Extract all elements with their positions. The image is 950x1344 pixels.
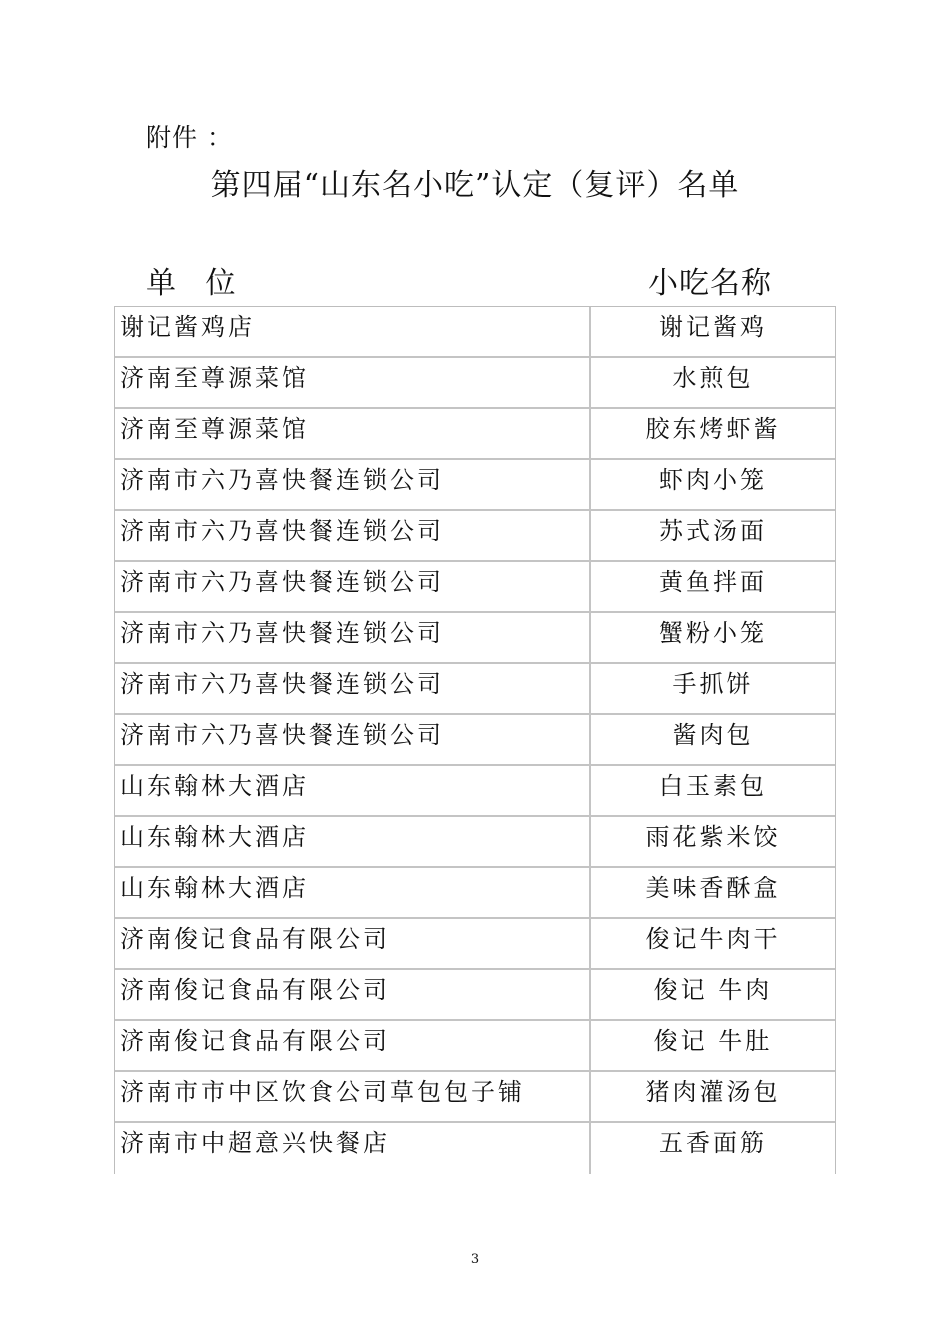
snack-name-cell: 美味香酥盒 xyxy=(589,868,835,917)
document-title: 第四届“山东名小吃”认定（复评）名单 xyxy=(210,168,740,203)
snack-name-cell: 白玉素包 xyxy=(589,766,835,815)
snack-name-cell: 俊记 牛肚 xyxy=(589,1021,835,1070)
table-row xyxy=(115,817,835,868)
unit-cell: 济南至尊源菜馆 xyxy=(120,364,309,392)
snack-name-cell: 俊记 牛肉 xyxy=(589,970,835,1019)
table-row xyxy=(115,1072,835,1123)
table-row xyxy=(115,1123,835,1174)
unit-cell: 山东翰林大酒店 xyxy=(120,874,309,902)
snack-name-cell: 手抓饼 xyxy=(589,664,835,713)
snack-name-cell: 黄鱼拌面 xyxy=(589,562,835,611)
snack-name-cell: 五香面筋 xyxy=(589,1123,835,1174)
snack-name-cell: 虾肉小笼 xyxy=(589,460,835,509)
table-row xyxy=(115,613,835,664)
snack-list-table xyxy=(114,306,836,1174)
snack-name-cell: 谢记酱鸡 xyxy=(589,307,835,356)
table-row xyxy=(115,562,835,613)
unit-cell: 山东翰林大酒店 xyxy=(120,772,309,800)
page-number: 3 xyxy=(470,1252,480,1267)
table-row xyxy=(115,715,835,766)
table-row xyxy=(115,358,835,409)
attachment-label: 附件 ： xyxy=(146,123,233,152)
table-row xyxy=(115,460,835,511)
snack-name-cell: 俊记牛肉干 xyxy=(589,919,835,968)
table-row xyxy=(115,409,835,460)
table-row xyxy=(115,1021,835,1072)
unit-cell: 济南市市中区饮食公司草包包子铺 xyxy=(120,1078,525,1106)
unit-cell: 谢记酱鸡店 xyxy=(120,313,255,341)
unit-cell: 济南俊记食品有限公司 xyxy=(120,1027,390,1055)
header-unit: 单 位 xyxy=(146,266,236,301)
unit-cell: 济南市六乃喜快餐连锁公司 xyxy=(120,670,444,698)
table-row xyxy=(115,511,835,562)
unit-cell: 山东翰林大酒店 xyxy=(120,823,309,851)
table-row xyxy=(115,307,835,358)
snack-name-cell: 猪肉灌汤包 xyxy=(589,1072,835,1121)
table-row xyxy=(115,766,835,817)
unit-cell: 济南俊记食品有限公司 xyxy=(120,925,390,953)
unit-cell: 济南市六乃喜快餐连锁公司 xyxy=(120,721,444,749)
unit-cell: 济南市中超意兴快餐店 xyxy=(120,1129,390,1157)
table-row xyxy=(115,664,835,715)
table-row xyxy=(115,970,835,1021)
snack-name-cell: 胶东烤虾酱 xyxy=(589,409,835,458)
unit-cell: 济南市六乃喜快餐连锁公司 xyxy=(120,466,444,494)
table-row xyxy=(115,868,835,919)
header-snack-name: 小吃名称 xyxy=(648,266,772,301)
snack-name-cell: 水煎包 xyxy=(589,358,835,407)
table-row xyxy=(115,919,835,970)
snack-name-cell: 蟹粉小笼 xyxy=(589,613,835,662)
snack-name-cell: 酱肉包 xyxy=(589,715,835,764)
unit-cell: 济南俊记食品有限公司 xyxy=(120,976,390,1004)
unit-cell: 济南市六乃喜快餐连锁公司 xyxy=(120,619,444,647)
unit-cell: 济南市六乃喜快餐连锁公司 xyxy=(120,517,444,545)
snack-name-cell: 苏式汤面 xyxy=(589,511,835,560)
snack-name-cell: 雨花紫米饺 xyxy=(589,817,835,866)
unit-cell: 济南至尊源菜馆 xyxy=(120,415,309,443)
unit-cell: 济南市六乃喜快餐连锁公司 xyxy=(120,568,444,596)
